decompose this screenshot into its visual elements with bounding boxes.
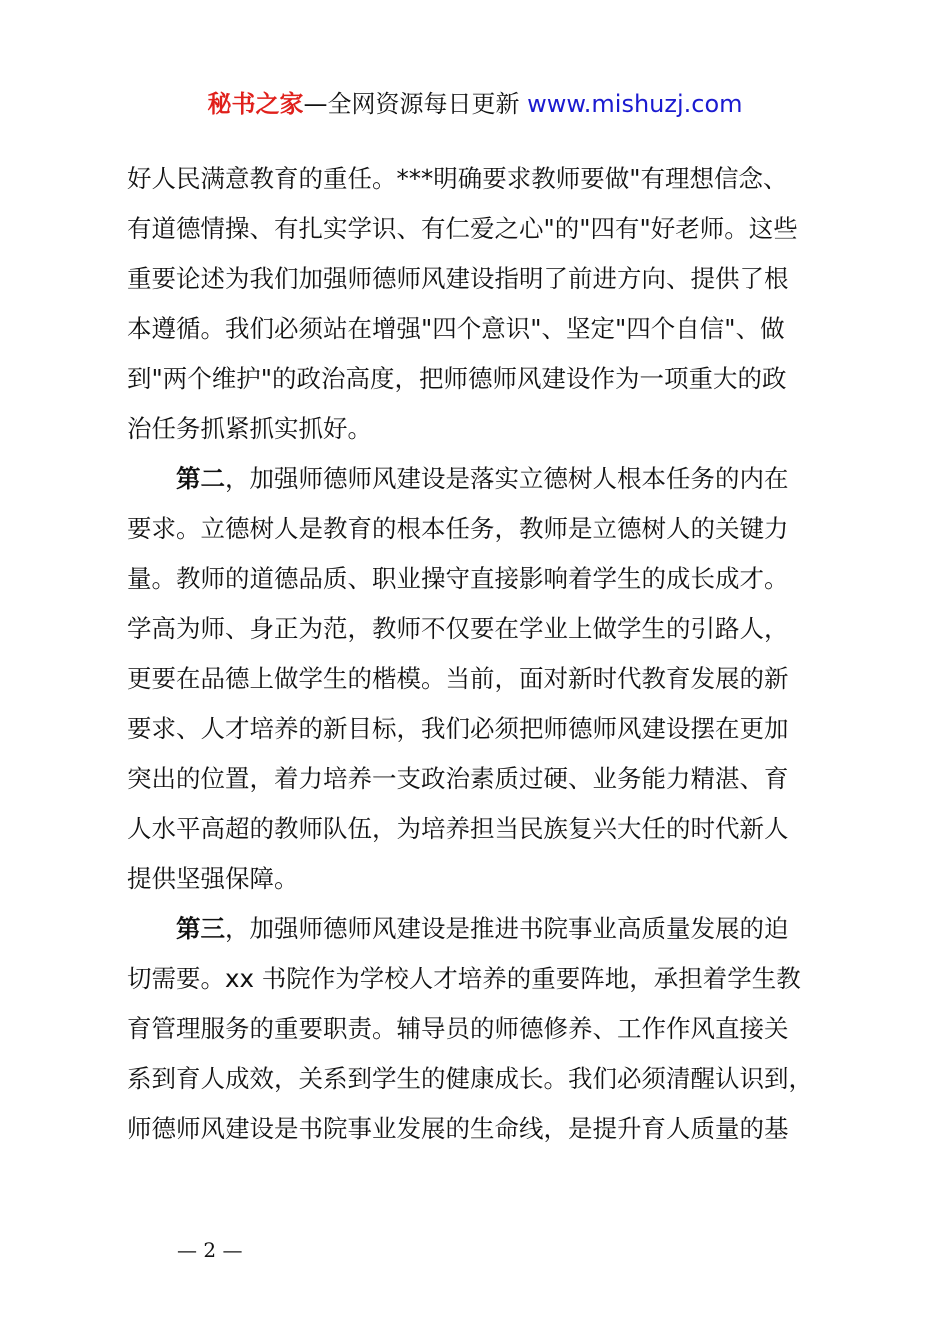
text-line: 要求。立德树人是教育的根本任务，教师是立德树人的关键力 [127,514,789,543]
text-line: 系到育人成效，关系到学生的健康成长。我们必须清醒认识到， [127,1064,813,1093]
text-line: 治任务抓紧抓实抓好。 [127,414,372,443]
header-url[interactable]: www.mishuzj.com [527,90,743,118]
paragraph-lead: 第二 [176,464,225,493]
text-line: 师德师风建设是书院事业发展的生命线，是提升育人质量的基 [127,1114,789,1143]
text-line: 本遵循。我们必须站在增强"四个意识"、坚定"四个自信"、做 [127,314,785,343]
paragraph-lead: 第三 [176,914,225,943]
text-line: 突出的位置，着力培养一支政治素质过硬、业务能力精湛、育 [127,764,789,793]
paragraph-1 [127,154,839,454]
header-slogan: —全网资源每日更新 [303,90,528,118]
text-line: 好人民满意教育的重任。***明确要求教师要做"有理想信念、 [127,164,788,193]
page-number: — 2 — [177,1238,243,1262]
text-line: 切需要。xx 书院作为学校人才培养的重要阵地，承担着学生教 [127,964,801,993]
text-line: 要求、人才培养的新目标，我们必须把师德师风建设摆在更加 [127,714,789,743]
text-line-first [127,904,839,954]
paragraph-3 [127,904,839,1154]
text-line: 量。教师的道德品质、职业操守直接影响着学生的成长成才。 [127,564,789,593]
text-line: 更要在品德上做学生的楷模。当前，面对新时代教育发展的新 [127,664,789,693]
page-header [0,86,950,122]
text-run: ，加强师德师风建设是落实立德树人根本任务的内在 [225,464,789,493]
text-line: 有道德情操、有扎实学识、有仁爱之心"的"四有"好老师。这些 [127,214,798,243]
header-brand: 秘书之家 [207,90,304,118]
text-line: 到"两个维护"的政治高度，把师德师风建设作为一项重大的政 [127,364,787,393]
paragraph-2 [127,454,839,904]
body-text [127,154,839,1154]
text-line: 学高为师、身正为范，教师不仅要在学业上做学生的引路人， [127,614,789,643]
text-line-first [127,454,839,504]
text-line: 提供坚强保障。 [127,864,299,893]
text-line: 重要论述为我们加强师德师风建设指明了前进方向、提供了根 [127,264,789,293]
text-line: 人水平高超的教师队伍，为培养担当民族复兴大任的时代新人 [127,814,789,843]
text-run: ，加强师德师风建设是推进书院事业高质量发展的迫 [225,914,789,943]
text-line: 育管理服务的重要职责。辅导员的师德修养、工作作风直接关 [127,1014,789,1043]
